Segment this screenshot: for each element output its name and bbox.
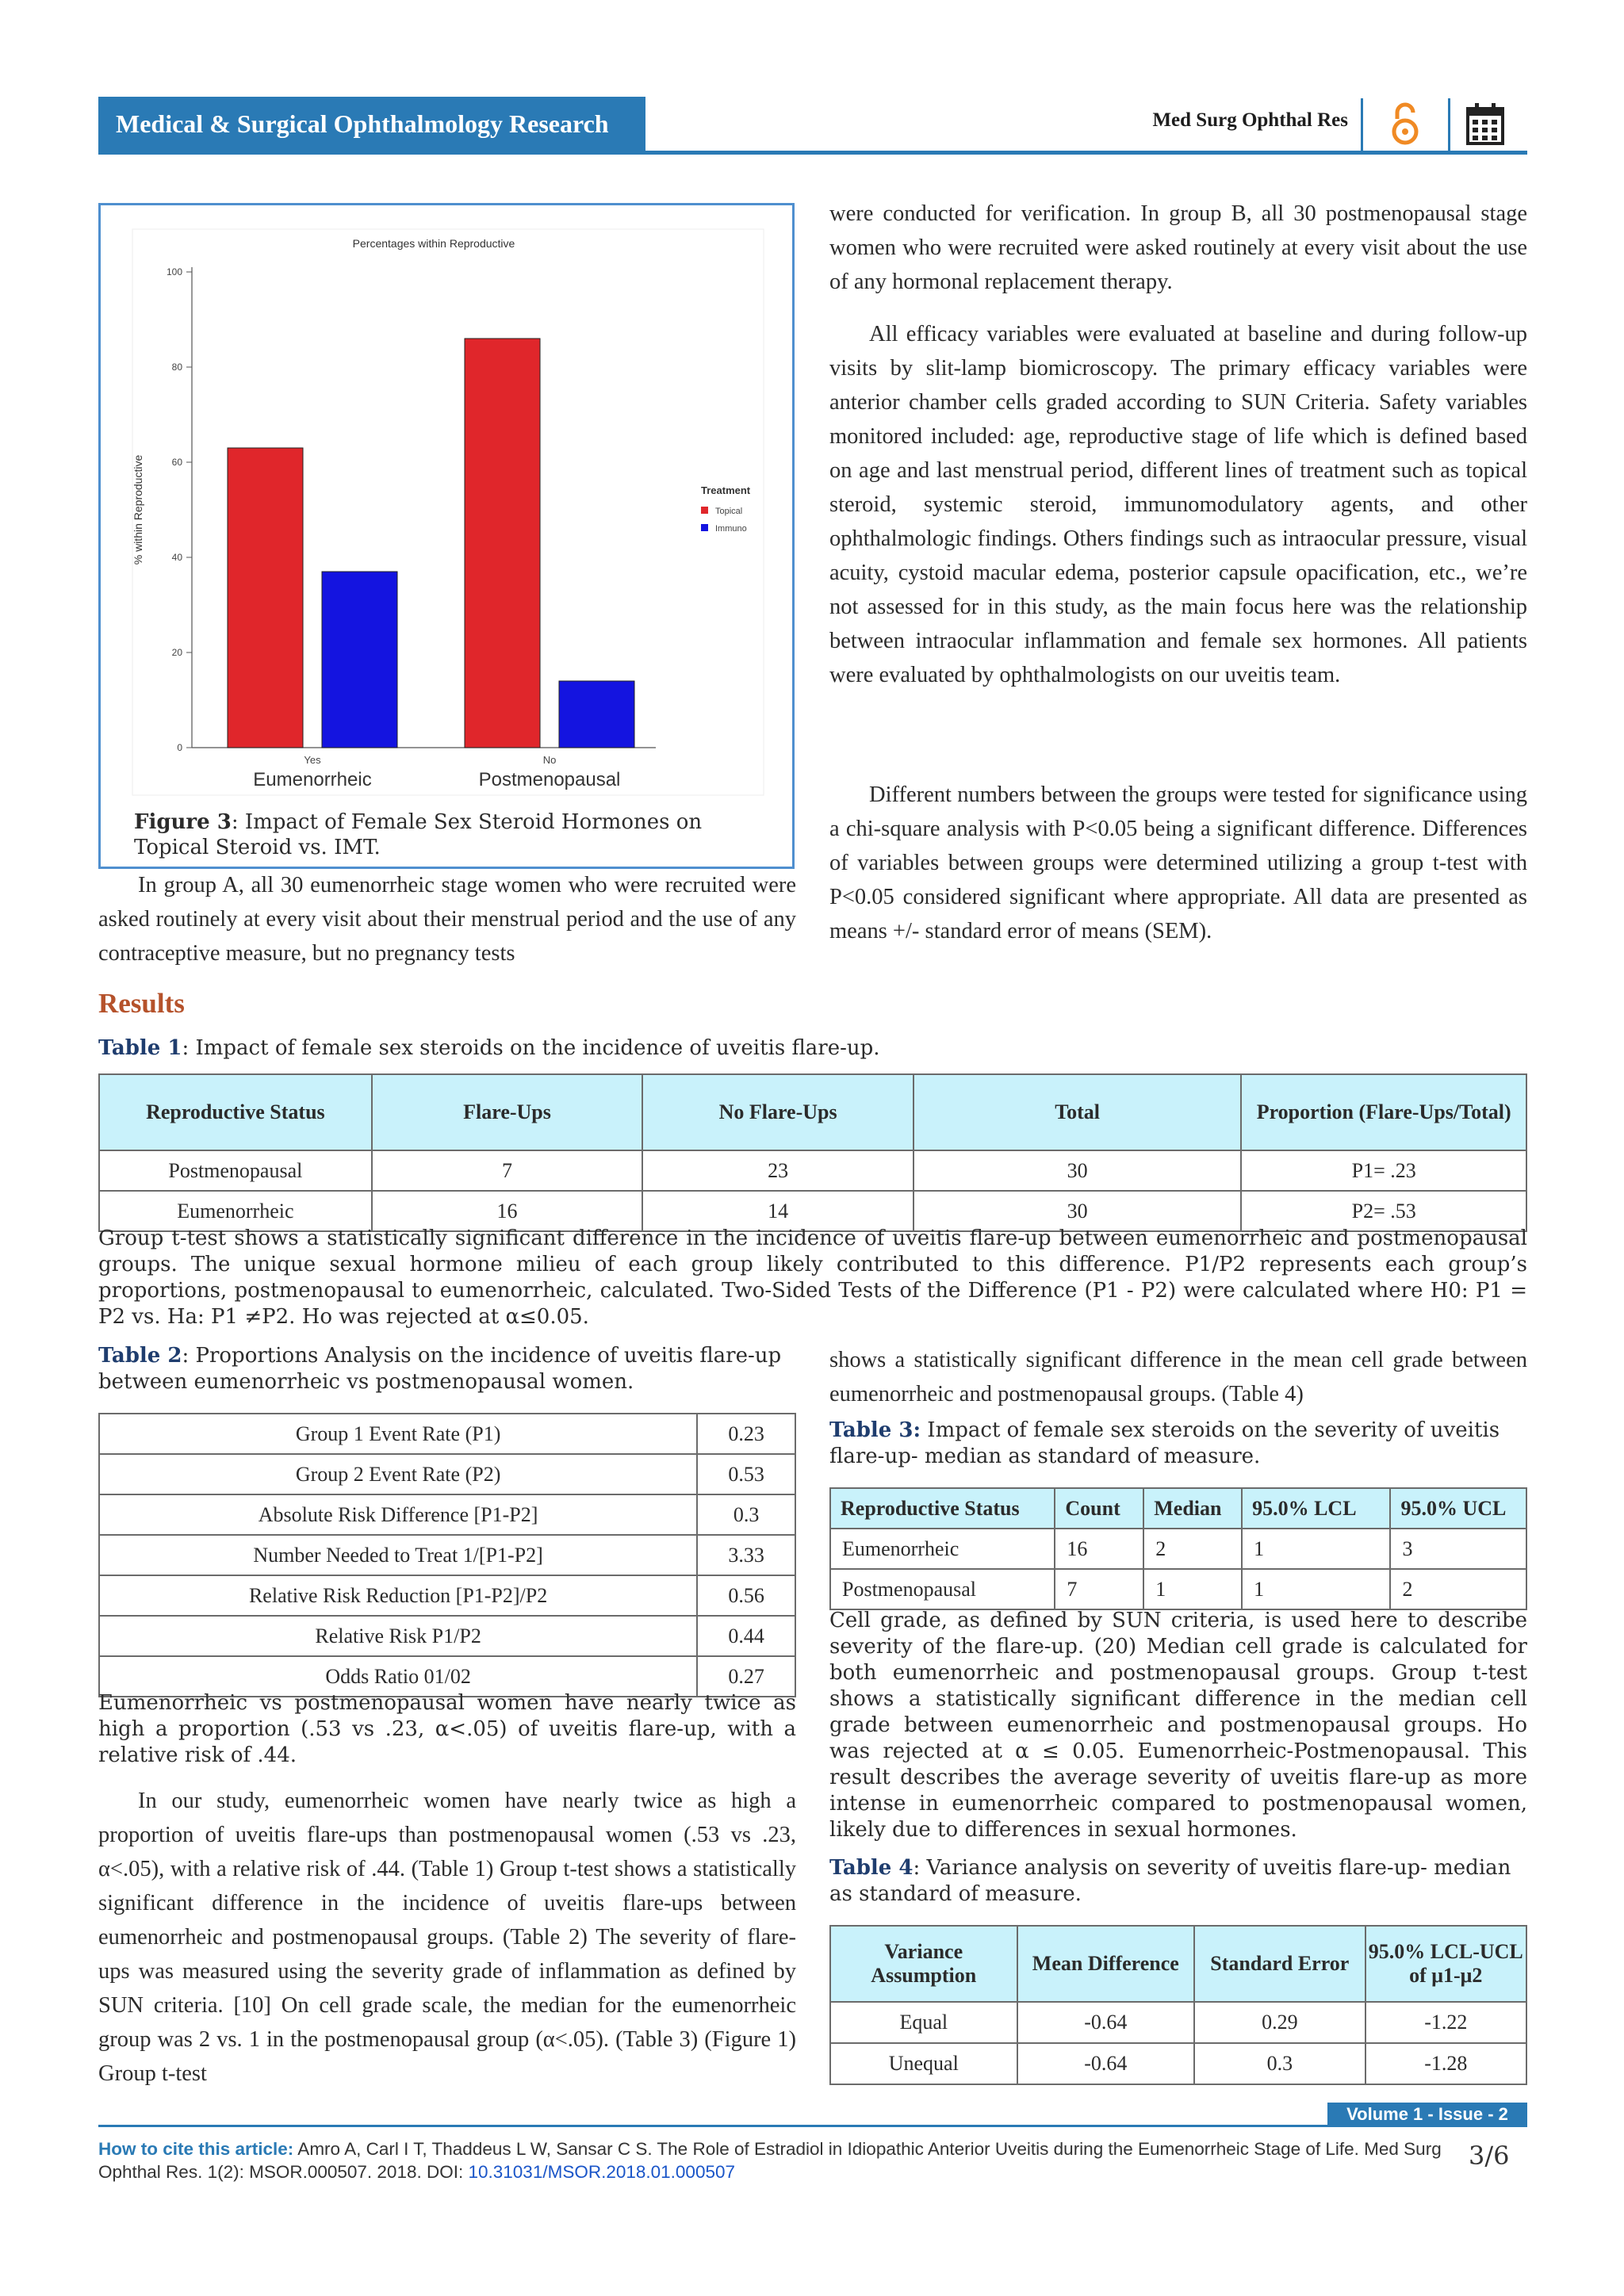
table-cell: 1 (1143, 1569, 1242, 1609)
table-cell: Group 1 Event Rate (P1) (99, 1414, 697, 1454)
figure-3-caption (134, 809, 768, 860)
y-tick-label: 100 (166, 266, 182, 277)
legend-swatch (701, 507, 708, 514)
legend-title: Treatment (701, 484, 751, 496)
table-cell: 0.27 (697, 1656, 795, 1697)
table-cell: 1 (1242, 1529, 1390, 1569)
table-cell: Unequal (830, 2043, 1017, 2084)
table-3-caption-text: Impact of female sex steroids on the severity of uveitis flare-up- median as standard of measure. (829, 1418, 1500, 1468)
table-row (830, 2002, 1526, 2043)
table-cell: 0.53 (697, 1454, 795, 1494)
legend-label: Topical (715, 507, 743, 516)
table-cell: Eumenorrheic (99, 1191, 372, 1231)
y-axis-label: % within Reproductive (132, 454, 144, 565)
header-separator (1361, 98, 1363, 151)
table-cell: -0.64 (1017, 2002, 1195, 2043)
table-2-caption (98, 1343, 796, 1395)
table-row (99, 1150, 1526, 1191)
table-4-caption-label: Table 4 (829, 1856, 914, 1880)
table-row (830, 2043, 1526, 2084)
table-1-caption-label: Table 1 (98, 1036, 182, 1060)
table-cell: Eumenorrheic (830, 1529, 1055, 1569)
category-label: Eumenorrheic (253, 769, 372, 790)
paragraph-mean-grade: shows a statistically significant difference in the mean cell grade between eumenorrheic and postmenopausal groups. (Table 4) (829, 1348, 1527, 1406)
table-cell: 16 (372, 1191, 643, 1231)
table-cell: 1 (1242, 1569, 1390, 1609)
table-cell: Postmenopausal (99, 1150, 372, 1191)
paragraph-group-a: In group A, all 30 eumenorrheic stage women who were recruited were asked routinely at every visit about their menstrual period and the use of any contraceptive measure, but no pregnancy tests (98, 873, 796, 966)
table-header-cell: Median (1143, 1488, 1242, 1529)
table-cell: P1= .23 (1241, 1150, 1526, 1191)
paragraph-group-b: were conducted for verification. In group B, all 30 postmenopausal stage women who were recruited were asked routinely at every visit about the use of any hormonal replacement therapy. (829, 201, 1527, 294)
paragraph-results: In our study, eumenorrheic women have nearly twice as high a proportion of uveitis flare-ups than postmenopausal women (.53 vs .23, α<.05), with a relative risk of .44. (Table 1) Group t-test shows a statistically significant difference in the incidence of uveitis flare-ups between eumenorrheic and postmenopausal groups. (Table 2) The severity of flare-ups was measured using the severity grade of inflammation as defined by SUN criteria. [10] On cell grade scale, the median for the eumenorrheic group was 2 vs. 1 in the postmenopausal group (α<.05). (Table 3) (Figure 1) Group t-test (98, 1789, 796, 2086)
table-1 (98, 1073, 1527, 1232)
page-number: 3/6 (1469, 2141, 1510, 2171)
table-3-caption-label: Table 3: (829, 1418, 921, 1442)
table-cell: 0.3 (1194, 2043, 1365, 2084)
header-separator (1448, 98, 1450, 151)
y-tick-label: 80 (171, 362, 182, 373)
table-header-cell: Reproductive Status (830, 1488, 1055, 1529)
table-cell: 2 (1143, 1529, 1242, 1569)
table-4-caption-text: : Variance analysis on severity of uveitis flare-up- median as standard of measure. (829, 1856, 1511, 1906)
table-cell: Odds Ratio 01/02 (99, 1656, 697, 1697)
table-row (99, 1616, 795, 1656)
calendar-icon (1465, 101, 1505, 146)
table-header-cell: Variance Assumption (830, 1926, 1017, 2002)
table-cell: Equal (830, 2002, 1017, 2043)
table-cell: 0.56 (697, 1575, 795, 1616)
y-tick-label: 60 (171, 457, 182, 468)
table-2-note: Eumenorrheic vs postmenopausal women have nearly twice as high a proportion (.53 vs .23, α<.05) of uveitis flare-up, with a relative risk of .44. (98, 1691, 796, 1767)
table-cell: 16 (1055, 1529, 1143, 1569)
legend-label: Immuno (715, 524, 747, 534)
table-cell: 0.29 (1194, 2002, 1365, 2043)
table-cell: Relative Risk Reduction [P1-P2]/P2 (99, 1575, 697, 1616)
table-cell: 2 (1390, 1569, 1526, 1609)
figure-3-caption-text: : Impact of Female Sex Steroid Hormones on Topical Steroid vs. IMT. (134, 810, 703, 859)
x-tick-label: Yes (304, 754, 321, 766)
table-2-caption-label: Table 2 (98, 1344, 182, 1368)
table-cell: Relative Risk P1/P2 (99, 1616, 697, 1656)
table-cell: -1.28 (1365, 2043, 1526, 2084)
table-header-row (99, 1074, 1526, 1150)
y-tick-label: 0 (177, 742, 182, 753)
table-header-cell: Standard Error (1194, 1926, 1365, 2002)
table-cell: 14 (642, 1191, 914, 1231)
table-cell: P2= .53 (1241, 1191, 1526, 1231)
table-cell: 3 (1390, 1529, 1526, 1569)
table-header-row (830, 1926, 1526, 2002)
table-row (830, 1529, 1526, 1569)
table-2-caption-text: : Proportions Analysis on the incidence of uveitis flare-up between eumenorrheic vs postmenopausal women. (98, 1344, 782, 1394)
table-3-note: Cell grade, as defined by SUN criteria, is used here to describe severity of the flare-up. (20) Median cell grade is calculated for both eumenorrheic and postmenopausal groups. Group t-test shows a statistically significant difference in the median cell grade between eumenorrheic and postmenopausal groups. Ho was rejected at α ≤ 0.05. Eumenorrheic-Postmenopausal. This result describes the average severity of uveitis flare-up as more intense in eumenorrheic compared to postmenopausal women, likely due to differences in sexual hormones. (829, 1609, 1527, 1842)
chart-title: Percentages within Reproductive (352, 237, 515, 250)
paragraph-efficacy: All efficacy variables were evaluated at baseline and during follow-up visits by slit-lamp biomicroscopy. The primary efficacy variables were anterior chamber cells graded according to SUN Criteria. Safety variables monitored included: age, reproductive stage of life which is defined based on age and last menstrual period, different lines of treatment such as topical steroid, systemic steroid, immunomodulatory agents, and other ophthalmologic findings. Others findings such as intraocular pressure, visual acuity, cystoid macular edema, posterior capsule opacification, etc., we’re not assessed for in this study, as the main focus here was the relationship between intraocular inflammation and female sex hormones. All patients were evaluated by ophthalmologists on our uveitis team. (829, 322, 1527, 687)
table-2 (98, 1413, 796, 1697)
doi-link[interactable]: 10.31031/MSOR.2018.01.000507 (468, 2162, 735, 2182)
table-cell: Group 2 Event Rate (P2) (99, 1454, 697, 1494)
legend-swatch (701, 524, 708, 531)
table-header-cell: Mean Difference (1017, 1926, 1195, 2002)
table-cell: 3.33 (697, 1535, 795, 1575)
table-3 (829, 1487, 1527, 1610)
figure-3-frame (98, 203, 795, 869)
table-header-cell: 95.0% LCL (1242, 1488, 1390, 1529)
table-row (99, 1454, 795, 1494)
table-cell: -1.22 (1365, 2002, 1526, 2043)
table-1-note: Group t-test shows a statistically significant difference in the incidence of uveitis flare-up between eumenorrheic and postmenopausal groups. The unique sexual hormone milieu of each group likely contributed to this difference. P1/P2 represents each group’s proportions, postmenopausal to eumenorrheic, calculated. Two-Sided Tests of the Difference (P1 - P2) were calculated where H0: P1 = P2 vs. Ha: P1 ≠P2. Ho was rejected at α≤0.05. (98, 1226, 1527, 1329)
table-1-caption (98, 1035, 1527, 1062)
table-header-cell: No Flare-Ups (642, 1074, 914, 1150)
paragraph-statistics: Different numbers between the groups were tested for significance using a chi-square analysis with P<0.05 being a significant difference. Differences of variables between groups were determined utilizing a group t-test with P<0.05 considered significant where appropriate. All data are presented as means +/- standard error of means (SEM). (829, 783, 1527, 943)
table-header-cell: Count (1055, 1488, 1143, 1529)
category-label: Postmenopausal (478, 769, 621, 790)
header-rule (98, 151, 1527, 155)
open-access-icon (1383, 100, 1427, 147)
bar-immuno (559, 681, 634, 748)
bar-chart (101, 205, 792, 808)
table-header-cell: 95.0% LCL-UCL of μ1-μ2 (1365, 1926, 1526, 2002)
table-3-caption (829, 1418, 1527, 1470)
table-row (99, 1414, 795, 1454)
table-header-cell: Total (914, 1074, 1241, 1150)
table-cell: 30 (914, 1150, 1241, 1191)
figure-3-caption-label: Figure 3 (134, 810, 232, 834)
table-cell: 0.23 (697, 1414, 795, 1454)
table-header-cell: Proportion (Flare-Ups/Total) (1241, 1074, 1526, 1150)
table-cell: 7 (372, 1150, 643, 1191)
footer-rule (98, 2125, 1527, 2127)
table-cell: 0.3 (697, 1494, 795, 1535)
volume-issue-badge: Volume 1 - Issue - 2 (1327, 2103, 1527, 2126)
bar-immuno (322, 572, 397, 748)
table-4 (829, 1925, 1527, 2085)
results-heading: Results (98, 988, 185, 1019)
chart-plot-background (132, 229, 764, 795)
bar-topical (465, 339, 540, 748)
table-row (830, 1569, 1526, 1609)
bar-topical (228, 448, 303, 748)
citation-label: How to cite this article: (98, 2139, 294, 2159)
table-header-cell: 95.0% UCL (1390, 1488, 1526, 1529)
table-cell: 7 (1055, 1569, 1143, 1609)
citation-text: Amro A, Carl I T, Thaddeus L W, Sansar C S. The Role of Estradiol in Idiopathic Anterior Uveitis during the Eumenorrheic Stage of Life. Med Surg Ophthal Res. 1(2): MSOR.000507. 2018. DOI: (98, 2139, 1442, 2182)
table-cell: 0.44 (697, 1616, 795, 1656)
table-cell: Number Needed to Treat 1/[P1-P2] (99, 1535, 697, 1575)
table-cell: Postmenopausal (830, 1569, 1055, 1609)
table-row (99, 1494, 795, 1535)
table-header-row (830, 1488, 1526, 1529)
table-cell: -0.64 (1017, 2043, 1195, 2084)
table-cell: 30 (914, 1191, 1241, 1231)
table-header-cell: Flare-Ups (372, 1074, 643, 1150)
y-tick-label: 40 (171, 552, 182, 563)
table-cell: Absolute Risk Difference [P1-P2] (99, 1494, 697, 1535)
journal-title-band: Medical & Surgical Ophthalmology Research (98, 97, 645, 151)
table-1-caption-text: : Impact of female sex steroids on the incidence of uveitis flare-up. (182, 1036, 880, 1060)
table-header-cell: Reproductive Status (99, 1074, 372, 1150)
citation (98, 2137, 1462, 2183)
x-tick-label: No (542, 754, 557, 766)
table-cell: 23 (642, 1150, 914, 1191)
table-4-caption (829, 1855, 1527, 1908)
table-row (99, 1535, 795, 1575)
y-tick-label: 20 (171, 647, 182, 658)
table-row (99, 1575, 795, 1616)
journal-abbrev: Med Surg Ophthal Res (1152, 109, 1348, 131)
